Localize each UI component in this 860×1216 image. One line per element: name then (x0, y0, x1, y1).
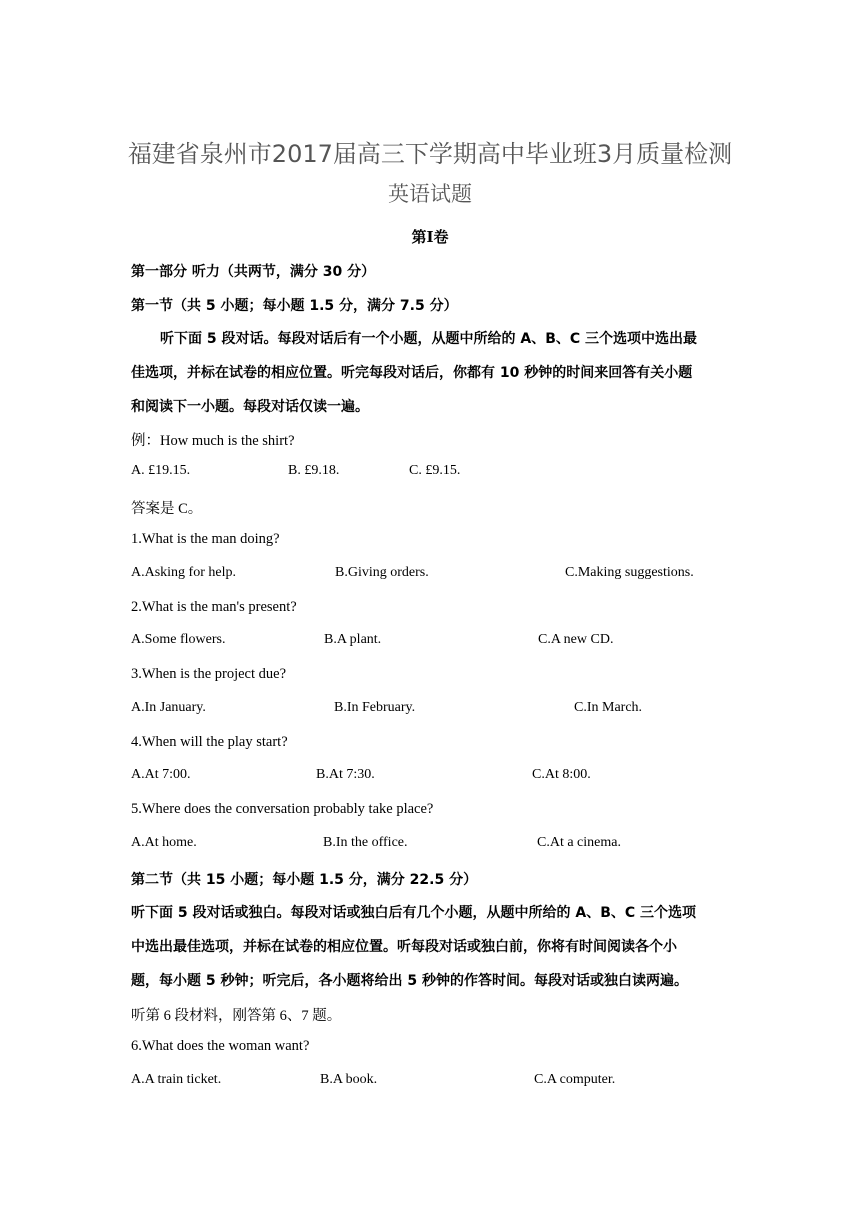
q3-option-c: C.In March. (574, 700, 643, 715)
q4-option-a: A.At 7:00. (131, 767, 191, 782)
q2-option-b: B.A plant. (324, 632, 382, 647)
q6-option-c: C.A computer. (534, 1072, 616, 1087)
section1-heading: 第一节（共 5 小题；每小题 1.5 分，满分 7.5 分） (131, 298, 458, 314)
section2-instruction-line: 听下面 5 段对话或独白。每段对话或独白后有几个小题，从题中所给的 A、B、C 三个选项 (131, 905, 697, 921)
material-6-instruction: 听第 6 段材料，刚答第 6、7 题。 (131, 1008, 342, 1024)
q4-option-c: C.At 8:00. (532, 767, 591, 782)
q1-option-b: B.Giving orders. (335, 565, 429, 580)
question-1: 1.What is the man doing? (131, 531, 280, 547)
q6-option-a: A.A train ticket. (131, 1072, 222, 1087)
q5-option-a: A.At home. (131, 835, 197, 850)
volume-heading: 第Ⅰ卷 (411, 228, 449, 246)
example-answer: 答案是 C。 (131, 501, 203, 517)
q3-option-b: B.In February. (334, 700, 416, 715)
q1-option-c: C.Making suggestions. (565, 565, 694, 580)
section2-heading: 第二节（共 15 小题；每小题 1.5 分，满分 22.5 分） (131, 872, 478, 888)
part1-heading: 第一部分 听力（共两节，满分 30 分） (131, 264, 376, 280)
example-option-c: C. £9.15. (409, 463, 461, 478)
q4-option-b: B.At 7:30. (316, 767, 375, 782)
q1-option-a: A.Asking for help. (131, 565, 236, 580)
question-3: 3.When is the project due? (131, 666, 287, 682)
section2-instruction-line: 中选出最佳选项，并标在试卷的相应位置。听每段对话或独白前，你将有时间阅读各个小 (131, 939, 677, 955)
question-5: 5.Where does the conversation probably take place? (131, 801, 434, 817)
section1-instruction-line: 佳选项，并标在试卷的相应位置。听完每段对话后，你都有 10 秒钟的时间来回答有关小题 (131, 365, 693, 381)
question-6: 6.What does the woman want? (131, 1038, 310, 1054)
q2-option-c: C.A new CD. (538, 632, 614, 647)
section2-instruction-line: 题，每小题 5 秒钟；听完后，各小题将给出 5 秒钟的作答时间。每段对话或独白读两遍。 (131, 973, 688, 989)
page-title: 福建省泉州市2017届高三下学期高中毕业班3月质量检测 (127, 140, 733, 168)
example-option-a: A. £19.15. (131, 463, 191, 478)
q3-option-a: A.In January. (131, 700, 206, 715)
q5-option-c: C.At a cinema. (537, 835, 621, 850)
page-subtitle: 英语试题 (388, 182, 472, 206)
q5-option-b: B.In the office. (323, 835, 408, 850)
question-2: 2.What is the man's present? (131, 599, 297, 615)
example-option-b: B. £9.18. (288, 463, 340, 478)
example-question: 例：How much is the shirt? (131, 433, 295, 449)
q2-option-a: A.Some flowers. (131, 632, 226, 647)
section1-instruction-line: 和阅读下一小题。每段对话仅读一遍。 (131, 399, 369, 415)
question-4: 4.When will the play start? (131, 734, 288, 750)
q6-option-b: B.A book. (320, 1072, 378, 1087)
section1-instruction-line: 听下面 5 段对话。每段对话后有一个小题，从题中所给的 A、B、C 三个选项中选出最 (160, 331, 698, 347)
